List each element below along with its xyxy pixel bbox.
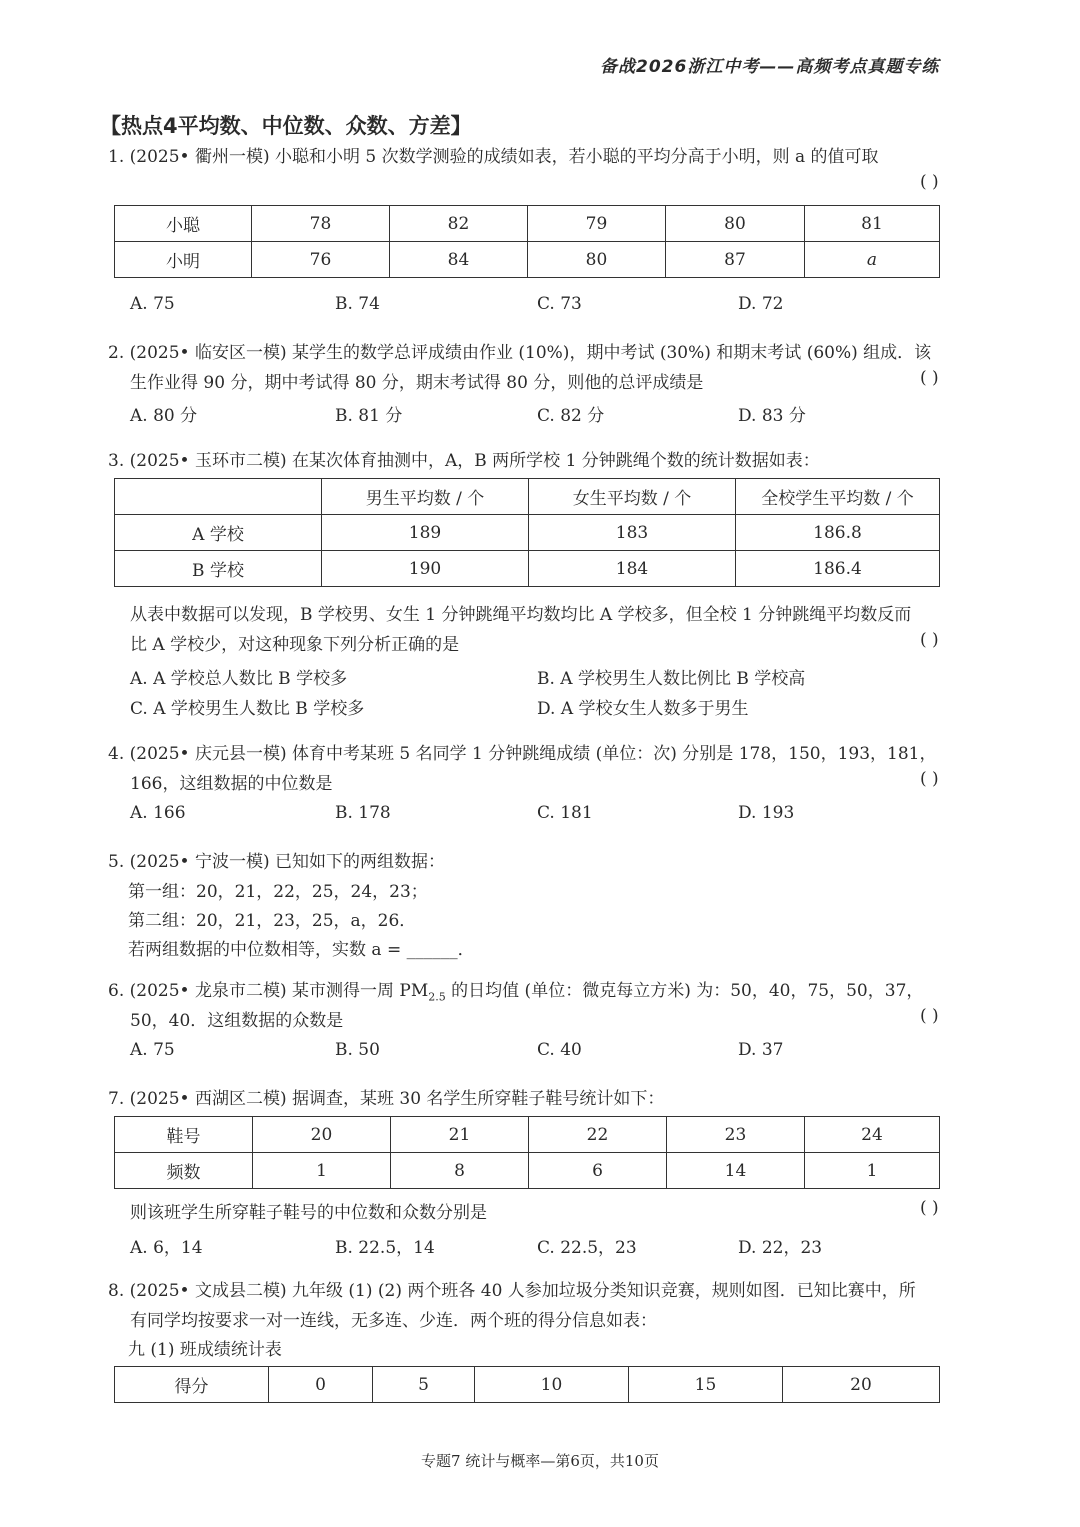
q2-stem-line2: 生作业得 90 分，期中考试得 80 分，期末考试得 80 分，则他的总评成绩是 <box>130 373 704 393</box>
q7-option-c: C. 22.5，23 <box>537 1238 637 1258</box>
table-cell: 0 <box>269 1367 373 1403</box>
q6-stem-line1 <box>108 976 923 1003</box>
table-cell: 10 <box>475 1367 629 1403</box>
table-cell: 1 <box>805 1153 940 1189</box>
q1-option-a: A. 75 <box>130 294 175 314</box>
q7-stem: 7. (2025• 西湖区二模) 据调查，某班 30 名学生所穿鞋子鞋号统计如下： <box>108 1089 665 1109</box>
table-cell <box>115 479 322 515</box>
q7-answer-paren: ( ) <box>920 1198 939 1218</box>
q4-stem-line1: 4. (2025• 庆元县一模) 体育中考某班 5 名同学 1 分钟跳绳成绩 (单位：次) 分别是 178，150，193，181， <box>108 744 937 764</box>
table-row <box>115 551 940 587</box>
q7-option-a: A. 6，14 <box>130 1238 203 1258</box>
table-row <box>115 515 940 551</box>
table-cell: 84 <box>390 242 528 278</box>
q1-option-d: D. 72 <box>738 294 784 314</box>
q5-question: 若两组数据的中位数相等，实数 a = ______． <box>128 940 475 960</box>
table-cell: 20 <box>783 1367 940 1403</box>
q7-option-d: D. 22，23 <box>738 1238 823 1258</box>
q8-table-caption: 九 (1) 班成绩统计表 <box>128 1340 282 1360</box>
table-cell: 186.4 <box>736 551 940 587</box>
q7-option-b: B. 22.5，14 <box>335 1238 435 1258</box>
q3-text-line1: 从表中数据可以发现，B 学校男、女生 1 分钟跳绳平均数均比 A 学校多，但全校 1 分钟跳绳平均数反而 <box>130 605 912 625</box>
table-cell: 79 <box>528 206 666 242</box>
q6-answer-paren: ( ) <box>920 1006 939 1026</box>
table-cell: 女生平均数 / 个 <box>529 479 736 515</box>
table-row <box>115 1117 940 1153</box>
table-row <box>115 1153 940 1189</box>
q8-stem-line2: 有同学均按要求一对一连线，无多连、少连．两个班的得分信息如表： <box>130 1311 657 1331</box>
table-cell: 6 <box>529 1153 667 1189</box>
table-cell: 23 <box>667 1117 805 1153</box>
q1-option-c: C. 73 <box>537 294 582 314</box>
q2-option-b: B. 81 分 <box>335 406 403 426</box>
table-cell: 频数 <box>115 1153 253 1189</box>
q7-shoe-size-table <box>114 1116 940 1189</box>
q8-score-table <box>114 1366 940 1403</box>
q3-option-d: D. A 学校女生人数多于男生 <box>537 699 749 719</box>
table-cell: 22 <box>529 1117 667 1153</box>
table-cell: 8 <box>391 1153 529 1189</box>
q6-stem-line2: 50，40．这组数据的众数是 <box>130 1011 344 1031</box>
q6-option-d: D. 37 <box>738 1040 784 1060</box>
q4-option-d: D. 193 <box>738 803 795 823</box>
page-footer: 专题7 统计与概率—第6页，共10页 <box>421 1452 659 1470</box>
q3-answer-paren: ( ) <box>920 630 939 650</box>
table-cell: 190 <box>322 551 529 587</box>
table-cell: 1 <box>253 1153 391 1189</box>
q6-subscript: 2.5 <box>428 990 446 1004</box>
table-cell: 184 <box>529 551 736 587</box>
table-cell: 80 <box>528 242 666 278</box>
q2-option-a: A. 80 分 <box>130 406 198 426</box>
table-cell: 24 <box>805 1117 940 1153</box>
q8-stem-line1: 8. (2025• 文成县二模) 九年级 (1) (2) 两个班各 40 人参加垃圾分类知识竞赛，规则如图．已知比赛中，所 <box>108 1281 916 1301</box>
table-cell: 87 <box>666 242 805 278</box>
table-cell: 76 <box>252 242 390 278</box>
table-cell: A 学校 <box>115 515 322 551</box>
q4-option-a: A. 166 <box>130 803 186 823</box>
table-cell: 男生平均数 / 个 <box>322 479 529 515</box>
table-cell: B 学校 <box>115 551 322 587</box>
q1-stem: 1. (2025• 衢州一模) 小聪和小明 5 次数学测验的成绩如表，若小聪的平均分高于小明，则 a 的值可取 <box>108 147 879 167</box>
q4-option-c: C. 181 <box>537 803 593 823</box>
table-row <box>115 206 940 242</box>
q4-stem-line2: 166，这组数据的中位数是 <box>130 774 333 794</box>
table-cell: 183 <box>529 515 736 551</box>
table-cell: 5 <box>373 1367 475 1403</box>
table-cell: 78 <box>252 206 390 242</box>
q5-stem: 5. (2025• 宁波一模) 已知如下的两组数据： <box>108 852 445 872</box>
q1-score-table <box>114 205 940 278</box>
section-title: 【热点4平均数、中位数、众数、方差】 <box>100 114 472 138</box>
q3-jump-rope-table <box>114 478 940 587</box>
table-cell: 鞋号 <box>115 1117 253 1153</box>
table-cell: 189 <box>322 515 529 551</box>
q3-stem: 3. (2025• 玉环市二模) 在某次体育抽测中，A，B 两所学校 1 分钟跳绳个数的统计数据如表： <box>108 451 820 471</box>
table-cell: 全校学生平均数 / 个 <box>736 479 940 515</box>
q3-option-c: C. A 学校男生人数比 B 学校多 <box>130 699 365 719</box>
q3-option-a: A. A 学校总人数比 B 学校多 <box>130 669 348 689</box>
q4-answer-paren: ( ) <box>920 769 939 789</box>
table-cell: 82 <box>390 206 528 242</box>
table-cell: 小聪 <box>115 206 252 242</box>
q7-question: 则该班学生所穿鞋子鞋号的中位数和众数分别是 <box>130 1203 487 1223</box>
table-cell: 81 <box>805 206 940 242</box>
table-cell: 21 <box>391 1117 529 1153</box>
q3-text-line2: 比 A 学校少，对这种现象下列分析正确的是 <box>130 635 460 655</box>
q1-option-b: B. 74 <box>335 294 380 314</box>
q2-answer-paren: ( ) <box>920 368 939 388</box>
q2-option-d: D. 83 分 <box>738 406 806 426</box>
table-row <box>115 479 940 515</box>
q6-option-a: A. 75 <box>130 1040 175 1060</box>
q6-option-c: C. 40 <box>537 1040 582 1060</box>
table-row <box>115 242 940 278</box>
q5-group2: 第二组：20，21，23，25，a，26． <box>128 911 417 931</box>
q1-answer-paren: ( ) <box>920 172 939 192</box>
table-cell: 小明 <box>115 242 252 278</box>
table-cell: a <box>805 242 940 278</box>
q5-group1: 第一组：20，21，22，25，24，23； <box>128 882 428 902</box>
q3-option-b: B. A 学校男生人数比例比 B 学校高 <box>537 669 806 689</box>
page-header: 备战2026浙江中考——高频考点真题专练 <box>600 57 940 77</box>
q2-option-c: C. 82 分 <box>537 406 605 426</box>
q6-stem-part1: 6. (2025• 龙泉市二模) 某市测得一周 PM <box>108 981 429 1001</box>
table-cell: 得分 <box>115 1367 269 1403</box>
table-row <box>115 1367 940 1403</box>
table-cell: 20 <box>253 1117 391 1153</box>
table-cell: 15 <box>629 1367 783 1403</box>
q6-stem-part2: 的日均值 (单位：微克每立方米) 为：50，40，75，50，37， <box>445 981 924 1001</box>
table-cell: 80 <box>666 206 805 242</box>
q6-option-b: B. 50 <box>335 1040 380 1060</box>
table-cell: 186.8 <box>736 515 940 551</box>
table-cell: 14 <box>667 1153 805 1189</box>
q2-stem-line1: 2. (2025• 临安区一模) 某学生的数学总评成绩由作业 (10%)，期中考试 (30%) 和期末考试 (60%) 组成．该 <box>108 343 932 363</box>
q4-option-b: B. 178 <box>335 803 391 823</box>
